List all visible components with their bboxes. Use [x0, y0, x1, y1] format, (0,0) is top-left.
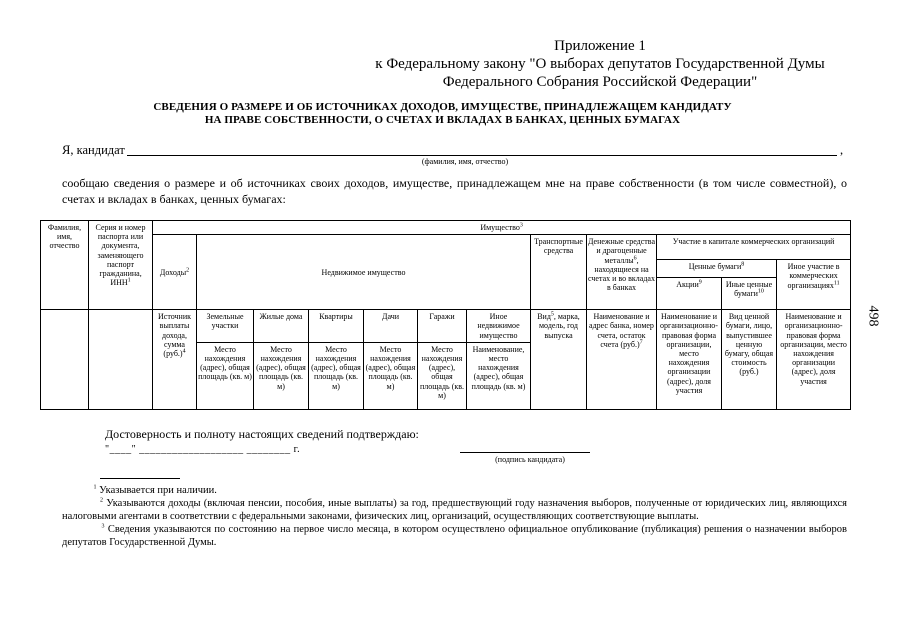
header-other-participation: Иное участие в коммерческих организациях$^{11}$: [777, 260, 851, 310]
flats-cell[interactable]: Место нахождения (адрес), общая площадь (кв. м): [309, 342, 364, 409]
footnote-3: $^3$ Сведения указываются по состоянию на первое число месяца, в котором осуществлено официальное опубликование (публикация) решения о назначении выборов депутатов Государственной Думы.: [62, 523, 847, 548]
header-capital: Участие в капитале коммерческих организаций: [657, 235, 851, 260]
header-fio: Фамилия, имя, отчество: [41, 221, 89, 310]
money-cell[interactable]: Наименование и адрес банка, номер счета, остаток счета $(руб.)^7$: [587, 310, 657, 410]
header-flats: Квартиры: [309, 310, 364, 343]
title-line-1: СВЕДЕНИЯ О РАЗМЕРЕ И ОБ ИСТОЧНИКАХ ДОХОДОВ, ИМУЩЕСТВЕ, ПРИНАДЛЕЖАЩЕМ КАНДИДАТУ: [153, 101, 732, 113]
land-cell[interactable]: Место нахождения (адрес), общая площадь (кв. м): [197, 342, 254, 409]
candidate-comma: ,: [840, 143, 844, 157]
candidate-label: Я, кандидат: [62, 143, 125, 157]
header-garages: Гаражи: [418, 310, 467, 343]
intro-text: сообщаю сведения о размере и об источниках своих доходов, имуществе, принадлежащем мне на праве собственности (в том числе совместной), о счетах и вкладах в банках, ценных бумагах:: [62, 176, 847, 206]
appendix-line-1: Приложение 1: [554, 38, 646, 54]
other-securities-cell[interactable]: Вид ценной бумаги, лицо, выпустившее ценную бумагу, общая стоимость (руб.): [722, 310, 777, 410]
document-title: [80, 101, 805, 127]
header-other-realty: Иное недвижимое имущество: [467, 310, 531, 343]
title-line-2: НА ПРАВЕ СОБСТВЕННОСТИ, О СЧЕТАХ И ВКЛАДАХ В БАНКАХ, ЦЕННЫХ БУМАГАХ: [204, 114, 681, 126]
other-participation-cell[interactable]: Наименование и организационно-правовая форма организации, место нахождения организации (адрес), доля участия: [777, 310, 851, 410]
header-money: Денежные средства и драгоценные металлы$^6$, находящиеся на счетах и во вкладах в банках: [587, 235, 657, 310]
candidate-name-caption: (фамилия, имя, отчество): [421, 157, 509, 166]
header-shares: Акции$^9$: [657, 278, 722, 310]
header-houses: Жилые дома: [254, 310, 309, 343]
signature-line[interactable]: [460, 452, 590, 453]
header-transport: Транспортные средства: [531, 235, 587, 310]
page-number: 498: [865, 305, 881, 327]
declaration-table: [40, 220, 851, 410]
footnote-separator: [100, 478, 180, 479]
other-realty-cell[interactable]: Наименование, место нахождения (адрес), общая площадь (кв. м): [467, 342, 531, 409]
appendix-header: [340, 37, 860, 91]
signature-caption: (подпись кандидата): [495, 455, 565, 464]
fio-cell[interactable]: [41, 310, 89, 410]
header-land: Земельные участки: [197, 310, 254, 343]
appendix-line-2: к Федеральному закону "О выборах депутатов Государственной Думы: [375, 56, 825, 72]
header-income: Доходы$^2$: [153, 235, 197, 310]
header-passport: Серия и номер паспорта или документа, заменяющего паспорт гражданина, ИНН$^1$: [89, 221, 153, 310]
passport-cell[interactable]: [89, 310, 153, 410]
header-other-securities: Иные ценные бумаги$^{10}$: [722, 278, 777, 310]
date-line[interactable]: "____" ___________________ ________ г.: [105, 444, 301, 455]
footnote-1: $^1$ Указывается при наличии.: [93, 484, 217, 496]
header-dachas: Дачи: [364, 310, 418, 343]
transport-cell[interactable]: Вид$^5$, марка, модель, год выпуска: [531, 310, 587, 410]
header-property: Имущество$^3$: [153, 221, 851, 235]
garages-cell[interactable]: Место нахождения (адрес), общая площадь (кв. м): [418, 342, 467, 409]
confirm-text: Достоверность и полноту настоящих сведений подтверждаю:: [105, 427, 419, 441]
footnote-2: $^2$ Указываются доходы (включая пенсии, пособия, иные выплаты) за год, предшествующий году назначения выборов, полученные от юридических лиц, являющихся налоговыми агентами в соответствии с федеральными законами, физических лиц, организаций, осуществляющих соответствующие выплаты.: [62, 497, 848, 522]
shares-cell[interactable]: Наименование и организационно-правовая форма организации, место нахождения организации (адрес), доля участия: [657, 310, 722, 410]
houses-cell[interactable]: Место нахождения (адрес), общая площадь (кв. м): [254, 342, 309, 409]
appendix-line-3: Федерального Собрания Российской Федерации": [442, 74, 758, 90]
header-realty: Недвижимое имущество: [197, 235, 531, 310]
candidate-name-line[interactable]: [127, 155, 837, 156]
dachas-cell[interactable]: Место нахождения (адрес), общая площадь (кв. м): [364, 342, 418, 409]
income-source-cell[interactable]: Источник выплаты дохода, сумма $(руб.)^4$: [153, 310, 197, 410]
header-securities: Ценные бумаги$^8$: [657, 260, 777, 278]
